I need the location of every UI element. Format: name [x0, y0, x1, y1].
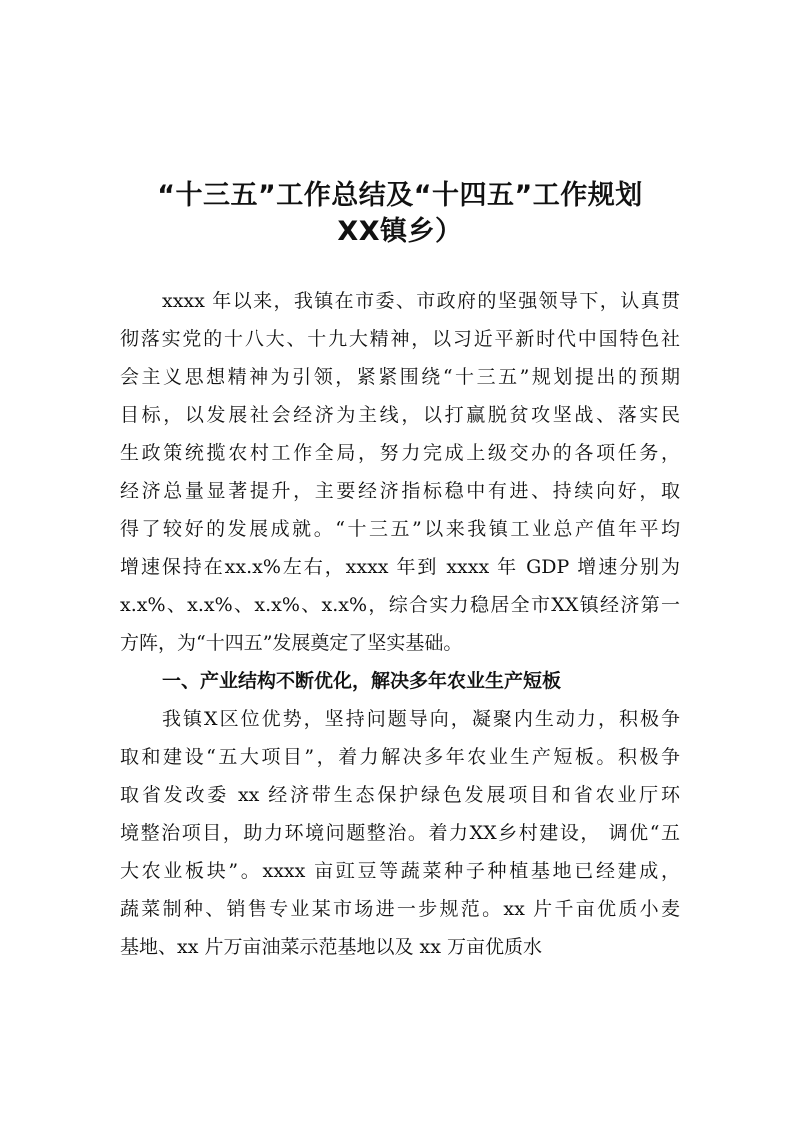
paragraph2-line: 蔬菜制种、销售专业某市场进一步规范。xx 片千亩优质小麦 [120, 898, 680, 920]
paragraph2-line: 大农业板块”。xxxx 亩豇豆等蔬菜种子种植基地已经建成， [120, 860, 680, 882]
paragraph2-line: 境整治项目，助力环境问题整治。着力XX乡村建设， 调优“五 [120, 822, 680, 844]
paragraph2-line: 取和建设“五大项目”，着力解决多年农业生产短板。积极争 [120, 746, 680, 768]
paragraph1-line: 方阵，为“十四五”发展奠定了坚实基础。 [120, 632, 463, 654]
paragraph1-line: x.x%、x.x%、x.x%、x.x%，综合实力稳居全市XX镇经济第一 [120, 594, 680, 616]
paragraph1-line: 增速保持在xx.x%左右，xxxx 年到 xxxx 年 GDP 增速分别为 [120, 556, 680, 578]
paragraph2-line: 基地、xx 片万亩油菜示范基地以及 xx 万亩优质水 [120, 936, 542, 958]
paragraph2-line: 取省发改委 xx 经济带生态保护绿色发展项目和省农业厅环 [120, 784, 680, 806]
document-title-line2: XX镇乡） [337, 216, 463, 247]
paragraph1-line: xxxx 年以来，我镇在市委、市政府的坚强领导下，认真贯 [162, 290, 680, 312]
section1-heading: 一、产业结构不断优化，解决多年农业生产短板 [162, 670, 562, 692]
paragraph2-line: 我镇X区位优势，坚持问题导向，凝聚内生动力，积极争 [162, 708, 680, 730]
paragraph1-line: 生政策统揽农村工作全局，努力完成上级交办的各项任务， [120, 442, 680, 464]
paragraph1-line: 彻落实党的十八大、十九大精神，以习近平新时代中国特色社 [120, 328, 680, 350]
paragraph1-line: 目标，以发展社会经济为主线，以打赢脱贫攻坚战、落实民 [120, 404, 680, 426]
paragraph1-line: 经济总量显著提升，主要经济指标稳中有进、持续向好，取 [120, 480, 680, 502]
document-title-line1: “十三五”工作总结及“十四五”工作规划 [157, 180, 643, 211]
paragraph1-line: 得了较好的发展成就。“十三五”以来我镇工业总产值年平均 [120, 518, 680, 540]
paragraph1-line: 会主义思想精神为引领，紧紧围绕“十三五”规划提出的预期 [120, 366, 680, 388]
